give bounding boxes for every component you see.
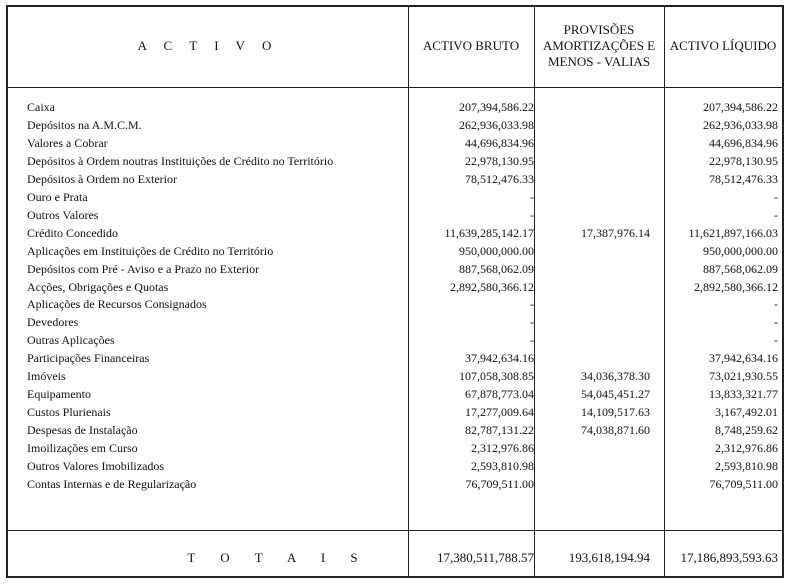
- row-label: Depósitos na A.M.C.M.: [27, 117, 142, 132]
- table-row: [8, 152, 782, 170]
- table-row: [8, 188, 782, 206]
- row-label: Equipamento: [27, 387, 91, 402]
- header-activo: A C T I V O: [137, 38, 279, 53]
- row-activo-bruto: -: [530, 333, 534, 348]
- totals-provisoes: 193,618,194.94: [568, 550, 650, 565]
- row-activo-bruto: 107,058,308.85: [459, 369, 534, 384]
- row-activo-liquido: 2,312,976.86: [715, 441, 778, 456]
- totals-row: [8, 538, 782, 578]
- row-provisoes: 17,387,976.14: [581, 225, 650, 240]
- row-activo-bruto: 82,787,131.22: [465, 423, 534, 438]
- row-activo-liquido: -: [774, 207, 778, 222]
- row-activo-liquido: 44,696,834.96: [709, 135, 778, 150]
- table-row: [8, 278, 782, 296]
- row-label: Outros Valores Imobilizados: [27, 459, 165, 473]
- row-activo-liquido: -: [774, 297, 778, 312]
- row-label: Depósitos com Pré - Aviso e a Prazo no Exterior: [27, 261, 260, 276]
- row-activo-bruto: 207,394,586.22: [459, 100, 534, 114]
- row-provisoes: 54,045,451.27: [581, 387, 650, 402]
- row-label: Ouro e Prata: [27, 189, 88, 204]
- row-activo-bruto: 887,568,062.09: [459, 261, 534, 276]
- row-label: Imoilizações em Curso: [27, 441, 138, 456]
- row-activo-liquido: 950,000,000.00: [703, 243, 778, 258]
- row-activo-liquido: 887,568,062.09: [703, 261, 778, 276]
- row-activo-liquido: -: [774, 315, 778, 330]
- row-activo-liquido: 207,394,586.22: [703, 100, 778, 114]
- row-label: Depósitos à Ordem noutras Instituições de Crédito no Território: [27, 153, 334, 168]
- row-activo-liquido: 3,167,492.01: [715, 405, 778, 420]
- table-row: [8, 313, 782, 331]
- table-row: [8, 295, 782, 313]
- row-activo-bruto: 44,696,834.96: [465, 135, 534, 150]
- totals-divider: [8, 530, 782, 531]
- row-label: Devedores: [27, 315, 79, 330]
- row-label: Despesas de Instalação: [27, 423, 138, 438]
- table-row: [8, 421, 782, 439]
- row-activo-bruto: 2,593,810.98: [471, 459, 534, 473]
- table-row: [8, 403, 782, 421]
- row-activo-bruto: 22,978,130.95: [465, 153, 534, 168]
- row-activo-liquido: 13,833,321.77: [709, 387, 778, 402]
- row-label: Participações Financeiras: [27, 351, 150, 366]
- row-label: Custos Plurienais: [27, 405, 111, 420]
- table-row: [8, 206, 782, 224]
- table-row: [8, 367, 782, 385]
- row-activo-liquido: 2,593,810.98: [715, 459, 778, 473]
- row-activo-liquido: 22,978,130.95: [709, 153, 778, 168]
- table-row: [8, 224, 782, 242]
- row-label: Caixa: [27, 100, 55, 114]
- row-provisoes: 34,036,378.30: [581, 369, 650, 384]
- row-activo-bruto: 76,709,511.00: [465, 476, 534, 491]
- totals-liquido: 17,186,893,593.63: [680, 550, 778, 565]
- row-label: Valores a Cobrar: [27, 135, 108, 150]
- row-activo-liquido: 76,709,511.00: [709, 476, 778, 491]
- table-row: [8, 475, 782, 493]
- table-row: [8, 116, 782, 134]
- row-activo-liquido: 11,621,897,166.03: [688, 225, 778, 240]
- header-divider: [8, 87, 782, 88]
- row-provisoes: 14,109,517.63: [581, 405, 650, 420]
- row-label: Contas Internas e de Regularização: [27, 476, 197, 491]
- header-provisoes-line1: PROVISÕES: [563, 22, 635, 37]
- row-activo-bruto: -: [530, 207, 534, 222]
- row-activo-bruto: 950,000,000.00: [459, 243, 534, 258]
- row-activo-liquido: 73,021,930.55: [709, 369, 778, 384]
- row-activo-bruto: 2,892,580,366.12: [450, 279, 534, 294]
- row-activo-liquido: -: [774, 333, 778, 348]
- table-row: [8, 349, 782, 367]
- row-label: Aplicações em Instituições de Crédito no Território: [27, 243, 274, 258]
- balance-sheet-table: [6, 5, 784, 578]
- row-label: Depósitos à Ordem no Exterior: [27, 171, 177, 186]
- totals-bruto: 17,380,511,788.57: [436, 550, 534, 565]
- header-activo-liquido: ACTIVO LÍQUIDO: [669, 38, 777, 53]
- row-activo-bruto: 17,277,009.64: [465, 405, 534, 420]
- table-row: [8, 242, 782, 260]
- totals-label: T O T A I S: [187, 550, 369, 565]
- row-activo-liquido: 2,892,580,366.12: [694, 279, 778, 294]
- row-activo-bruto: -: [530, 315, 534, 330]
- row-label: Outros Valores: [27, 207, 99, 222]
- row-label: Imóveis: [27, 369, 66, 384]
- row-activo-bruto: 37,942,634.16: [465, 351, 534, 366]
- table-row: [8, 385, 782, 403]
- row-activo-bruto: 11,639,285,142.17: [444, 225, 534, 240]
- header-provisoes: [534, 22, 664, 70]
- row-activo-bruto: 78,512,476.33: [465, 171, 534, 186]
- table-row: [8, 170, 782, 188]
- row-activo-liquido: 8,748,259.62: [715, 423, 778, 438]
- row-activo-bruto: 67,878,773.04: [465, 387, 534, 402]
- header-activo-bruto: ACTIVO BRUTO: [422, 38, 520, 53]
- table-row: [8, 331, 782, 349]
- row-provisoes: 74,038,871.60: [581, 423, 650, 438]
- row-activo-bruto: 262,936,033.98: [459, 117, 534, 132]
- row-activo-liquido: -: [774, 189, 778, 204]
- row-label: Outras Aplicações: [27, 333, 115, 348]
- header-provisoes-line2: AMORTIZAÇÕES E: [542, 38, 656, 53]
- row-activo-bruto: 2,312,976.86: [471, 441, 534, 456]
- row-label: Crédito Concedido: [27, 225, 118, 240]
- table-row: [8, 134, 782, 152]
- row-label: Aplicações de Recursos Consignados: [27, 297, 207, 312]
- row-activo-liquido: 78,512,476.33: [709, 171, 778, 186]
- row-activo-liquido: 37,942,634.16: [709, 351, 778, 366]
- table-row: [8, 98, 782, 116]
- header-provisoes-line3: MENOS - VALIAS: [547, 54, 651, 69]
- row-activo-liquido: 262,936,033.98: [703, 117, 778, 132]
- table-row: [8, 439, 782, 457]
- table-row: [8, 457, 782, 475]
- row-label: Acções, Obrigações e Quotas: [27, 279, 169, 294]
- row-activo-bruto: -: [530, 297, 534, 312]
- table-row: [8, 260, 782, 278]
- row-activo-bruto: -: [530, 189, 534, 204]
